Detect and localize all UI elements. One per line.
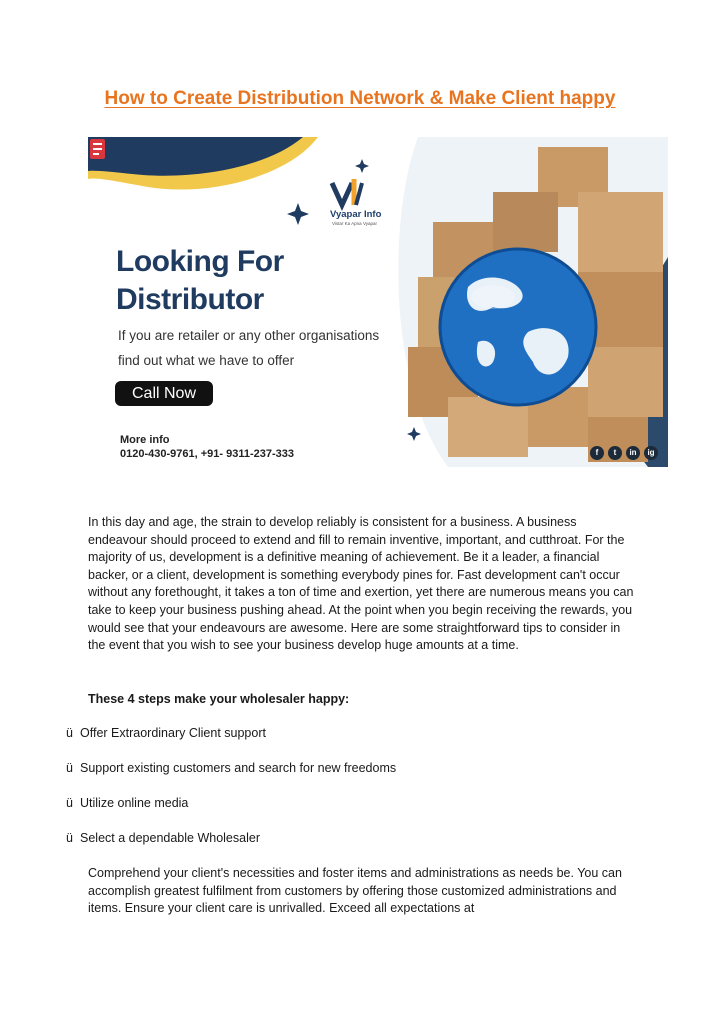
list-item-text: Support existing customers and search for new freedoms bbox=[80, 761, 397, 775]
globe-illustration bbox=[440, 249, 596, 405]
intro-paragraph: In this day and age, the strain to develop reliably is consistent for a business. A business endeavour should proceed to extend and fill to remain inventive, important, and cutthroat. For the majority of us, development is a definitive meaning of achievement. Be it a leader, a financial backer, or a client, development is something everybody pines for. Fast development can't occur without any forethought, it takes a ton of time and exertion, yet there are numerous means you can take to keep your business pushing ahead. At the point when you begin receiving the rewards, you would see that your endeavours are awesome. Here are some straightforward tips to consider in the event that you wish to see your business develop huge amounts at a time. bbox=[88, 515, 634, 653]
list-item-text: Offer Extraordinary Client support bbox=[80, 726, 266, 740]
page-title: How to Create Distribution Network & Make Client happy bbox=[104, 88, 616, 109]
list-item bbox=[66, 796, 188, 810]
closing-paragraph: Comprehend your client's necessities and foster items and administrations as needs be. You can accomplish greatest fulfilment from customers by offering those customized administrations and items. Ensure your client care is unrivalled. Exceed all expectations at bbox=[88, 866, 622, 916]
logo-tagline: Vistar Ka Apna Vyapar bbox=[332, 221, 378, 226]
banner-subline-2: find out what we have to offer bbox=[118, 353, 295, 368]
phone-book-icon bbox=[88, 137, 108, 161]
list-item-text: Utilize online media bbox=[80, 796, 189, 810]
list-item bbox=[66, 726, 266, 740]
linkedin-icon[interactable]: in bbox=[626, 446, 640, 460]
list-item bbox=[66, 831, 260, 845]
logo-name: Vyapar Info bbox=[330, 209, 382, 220]
headline-line2: Distributor bbox=[116, 283, 264, 316]
list-item-text: Select a dependable Wholesaler bbox=[80, 831, 260, 845]
call-now-button[interactable]: Call Now bbox=[115, 381, 213, 406]
banner-subline-1: If you are retailer or any other organisations bbox=[118, 328, 380, 343]
checkmark-icon: ü bbox=[66, 726, 73, 740]
steps-heading: These 4 steps make your wholesaler happy: bbox=[88, 692, 350, 706]
headline-line1: Looking For bbox=[116, 245, 284, 278]
banner-headline bbox=[116, 243, 284, 319]
vyapar-logo-icon bbox=[332, 179, 362, 205]
list-item bbox=[66, 761, 396, 775]
twitter-icon[interactable]: t bbox=[608, 446, 622, 460]
facebook-icon[interactable]: f bbox=[590, 446, 604, 460]
distributor-banner bbox=[88, 137, 668, 467]
instagram-icon[interactable]: ig bbox=[644, 446, 658, 460]
checkmark-icon: ü bbox=[66, 796, 73, 810]
checkmark-icon: ü bbox=[66, 831, 73, 845]
more-info-label: More info bbox=[120, 434, 170, 446]
phone-numbers: 0120-430-9761, +91- 9311-237-333 bbox=[120, 448, 295, 460]
checkmark-icon: ü bbox=[66, 761, 73, 775]
